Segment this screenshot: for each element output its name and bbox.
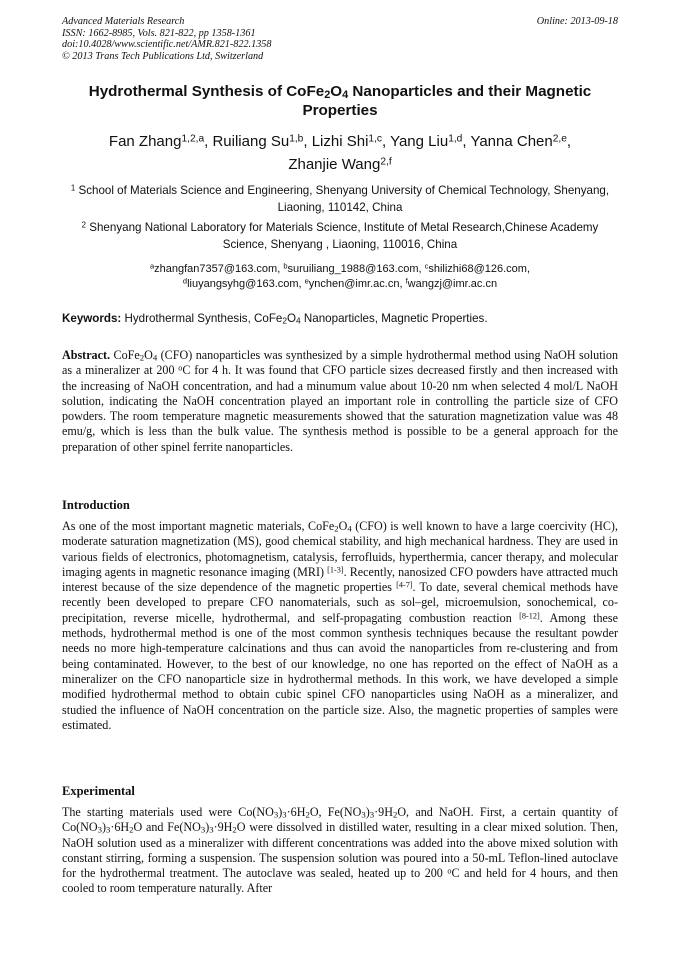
journal-header — [62, 16, 618, 62]
experimental-paragraph: The starting materials used were $Co(NO_3)_3\cdot 6H_2O$, $Fe(NO_3)_3\cdot 9H_2O$, and NaOH. First, a certain quantity of $Co(NO_3)_3\cdot 6H_2O$ and $Fe(NO_3)_3\cdot 9H_2O$ were dissolved in distilled water, resulting in a clear mixed solution. Then, NaOH solution used as a mineralizer with different concentrations was added into the above mixed solution with constant stirring, forming a suspension. The suspension solution was poured into a 50-mL Teflon-lined autoclave for the hydrothermal treatment. The autoclave was sealed, heated up to 200 $^o$C and held for 4 hours, and then cooled to room temperature naturally. After — [62, 805, 619, 896]
citation[interactable]: [8-12] — [519, 611, 540, 621]
citation[interactable]: [1-3] — [327, 565, 344, 575]
journal-name: Advanced Materials Research — [62, 16, 185, 27]
citation[interactable]: [4-7] — [396, 580, 413, 590]
email[interactable]: $^a$zhangfan7357@163.com, — [149, 261, 284, 275]
author-list — [62, 130, 618, 176]
author: Ruiliang Su$^{1,b}$, — [212, 133, 312, 150]
affiliation-2: $^2$ Shenyang National Laboratory for Materials Science, Institute of Metal Research,Chinese Academy Science, Shenyang , Liaoning, 110016, China — [81, 220, 599, 251]
copyright-line: © 2013 Trans Tech Publications Ltd, Switzerland — [62, 50, 264, 62]
affiliation-1: $^1$ School of Materials Science and Engineering, Shenyang University of Chemical Technology, Shenyang, Liaoning, 110142, China — [70, 183, 610, 214]
email[interactable]: $^f$wangzj@imr.ac.cn — [405, 276, 498, 290]
author: Lizhi Shi$^{1,c}$, — [311, 133, 391, 150]
experimental-heading: Experimental — [62, 784, 135, 798]
email[interactable]: $^b$suruiliang_1988@163.com, — [283, 261, 425, 275]
email[interactable]: $^e$ynchen@imr.ac.cn, — [304, 276, 406, 290]
issn-line: ISSN: 1662-8985, Vols. 821-822, pp 1358-1361 — [62, 27, 256, 39]
abstract-paragraph: Abstract. $CoFe_2O_4$ (CFO) nanoparticles was synthesized by a simple hydrothermal method using NaOH solution as a mineralizer at 200 $^o$C for 4 h. It was found that CFO particle sizes decreased firstly and then increased with the increasing of NaOH concentration, and had a minumum value about 10-20 nm when selected 4 mol/L NaOH solution, indicating the NaOH concentration played an important role in controlling the particle size of CFO powders. The room temperature magnetic measurements showed that the saturation magnetization value was 48 emu/g, which is less than the bulk value. The synthesis method is possible to be a general approach for the preparation of other spinel ferrite nanoparticles. — [62, 348, 619, 454]
email[interactable]: $^d$liuyangsyhg@163.com, — [182, 276, 305, 290]
author: Yang Liu$^{1,d}$, — [390, 133, 471, 150]
keywords-label: Keywords: — [62, 312, 122, 325]
abstract-label: Abstract. — [62, 348, 111, 362]
keywords: Keywords: Hydrothermal Synthesis, $CoFe_2O_4$ Nanoparticles, Magnetic Properties. — [62, 312, 488, 326]
introduction-paragraph: As one of the most important magnetic materials, $CoFe_2O_4$ (CFO) is well known to have a large coercivity (HC), moderate saturation magnetization (MS), good chemical stability, and high mechanical hardness. They are used in various fields of electronics, photomagnetism, catalysis, ferrofluids, hyperthermia, cancer therapy, and molecular imaging agents in magnetic resonance imaging (MRI) [1-3]. Recently, nanosized CFO powders have attracted much interest because of the size dependence of the magnetic properties [4-7]. To date, several chemical methods have recently been developed to prepare CFO nanomaterials, such as sol–gel, microemulsion, sonochemical, co-precipitation, reverse micelle, hydrothermal, and self-propagating combustion reaction [8-12]. Among these methods, hydrothermal method is one of the most common synthesis techniques because the resultant powder needs no more high-temperature calcinations and thus can avoid the nanoparticles from re-clustering and from being contaminated. However, to the best of our knowledge, no one has reported on the effect of NaOH as a mineralizer on the CFO nanoparticle size in hydrothermal methods. In this work, we have developed a simple modified hydrothermal method to obtain cubic spinel CFO nanoparticles using NaOH as a mineralizer, and studied the influence of NaOH concentration on the particle size. Also, the magnetic properties of samples were estimated. — [62, 519, 618, 732]
email[interactable]: $^c$shilizhi68@126.com, — [424, 261, 531, 275]
doi-line[interactable]: doi:10.4028/www.scientific.net/AMR.821-822.1358 — [62, 39, 272, 51]
author: Fan Zhang$^{1,2,a}$, — [108, 133, 213, 150]
email-list — [62, 262, 618, 291]
introduction-heading: Introduction — [62, 498, 130, 512]
paper-title: Hydrothermal Synthesis of $CoFe_2O_4$ Nanoparticles and their Magnetic Properties — [88, 83, 592, 119]
online-date: Online: 2013-09-18 — [536, 16, 618, 27]
author: Zhanjie Wang$^{2,f}$ — [288, 156, 392, 173]
author: Yanna Chen$^{2,e}$, — [470, 133, 572, 150]
